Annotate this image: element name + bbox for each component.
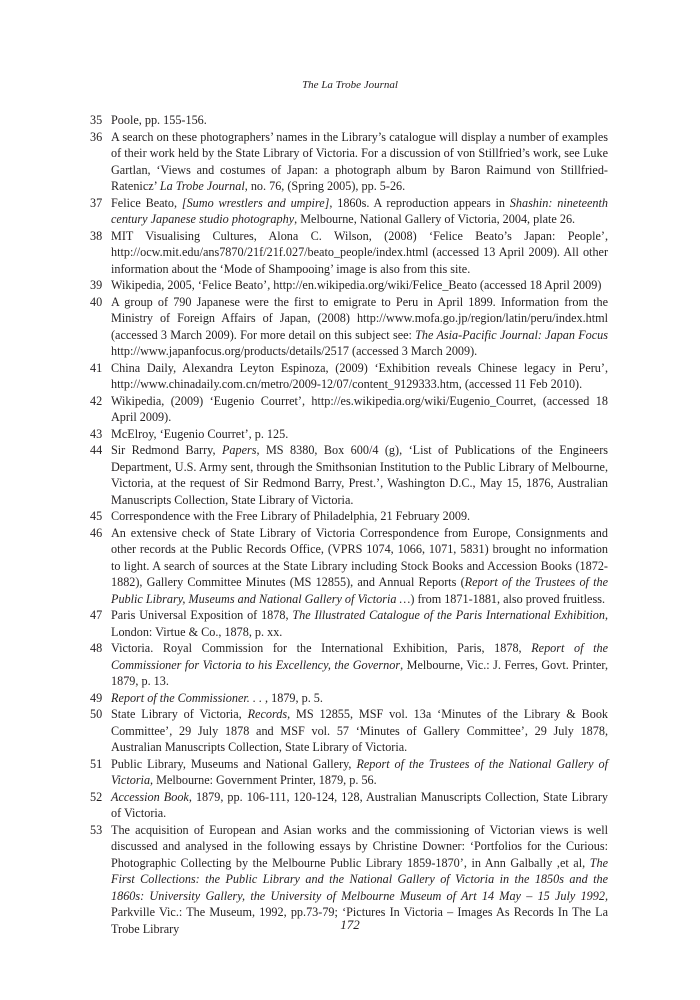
endnote-segment: The acquisition of European and Asian works and the commissioning of Victorian views is well discussed and analysed in the following essays by Christine Downer: ‘Portfolios for the Curious: Photographic Collecting by the Melbourne Public Library 1859-1870’, in Ann Galbally ,et al, — [111, 822, 608, 870]
endnote-segment: , Melbourne, Vic.: J. Ferres, Govt. Printer, 1879, p. 13. — [111, 657, 608, 688]
endnote-segment: China Daily, Alexandra Leyton Espinoza, (2009) ‘Exhibition reveals Chinese legacy in Peru’, http://www.chinadaily.com.cn/metro/2009-12/07/content_9129333.htm, (accessed 11 Feb 2010). — [111, 360, 608, 391]
endnote-50 — [90, 706, 608, 756]
endnote-segment: ) from 1871-1881, also proved fruitless. — [410, 591, 606, 606]
endnote-segment: Wikipedia, 2005, ‘Felice Beato’, http://en.wikipedia.org/wiki/Felice_Beato (accessed 18 April 2009) — [111, 278, 602, 292]
endnote-47 — [90, 607, 608, 640]
endnote-text — [111, 442, 608, 508]
endnote-segment: Paris Universal Exposition of 1878, — [111, 608, 293, 622]
endnote-text — [111, 508, 608, 525]
endnote-37 — [90, 195, 608, 228]
endnote-46 — [90, 525, 608, 608]
endnote-segment: http://www.japanfocus.org/products/details/2517 (accessed 3 March 2009). — [111, 344, 478, 358]
endnote-number: 53 — [90, 822, 103, 837]
endnote-35 — [90, 112, 608, 129]
endnote-text — [111, 360, 608, 393]
endnote-segment: Poole, pp. 155-156. — [111, 113, 207, 127]
endnote-number: 51 — [90, 756, 103, 771]
endnote-text — [111, 426, 608, 443]
endnote-36 — [90, 129, 608, 195]
endnote-text — [111, 129, 608, 195]
endnote-text — [111, 228, 608, 278]
endnote-42 — [90, 393, 608, 426]
endnote-number: 36 — [90, 129, 103, 144]
endnote-number: 39 — [90, 278, 103, 292]
endnote-number: 42 — [90, 393, 103, 408]
endnote-italic-segment: Report of the Commissioner. . . , — [111, 690, 269, 705]
endnote-segment: Parkville Vic.: The Museum, 1992, pp.73-79; ‘Pictures In Victoria – Images As Records In The La Trobe Library — [111, 905, 608, 936]
endnote-italic-segment: Shashin: nineteenth century Japanese studio photography — [111, 195, 608, 226]
endnote-segment: A search on these photographers’ names in the Library’s catalogue will display a number of examples of their work held by the State Library of Victoria. For a discussion of von Stillfried’s work, see Luke Gartlan, ‘Views and costumes of Japan: a photograph album by Baron Raimund von Stillfried-Ratenicz’ — [111, 129, 608, 193]
endnote-italic-segment: Papers — [221, 443, 257, 457]
endnote-number: 48 — [90, 641, 103, 655]
endnote-italic-segment: [Sumo wrestlers and umpire] — [181, 195, 330, 210]
endnote-39 — [90, 277, 608, 294]
endnote-number: 37 — [90, 195, 103, 210]
endnote-segment: A group of 790 Japanese were the first to emigrate to Peru in April 1899. Information from the Ministry of Foreign Affairs of Japan, (2008) http://www.mofa.go.jp/region/latin/peru/index.html (accessed 3 March 2009). For more detail on this subject see: — [111, 294, 608, 342]
endnote-segment: State Library of Victoria, — [111, 707, 248, 721]
endnote-41 — [90, 360, 608, 393]
endnote-italic-segment: Report of the Trustees of the Public Library, Museums and National Gallery of Victoria … — [111, 575, 609, 606]
endnote-segment: Victoria. Royal Commission for the International Exhibition, Paris, 1878, — [111, 641, 532, 655]
endnote-segment: , MS 12855, MSF vol. 13a ‘Minutes of the Library & Book Committee’, 29 July 1878 and MSF vol. 57 ‘Minutes of Gallery Committee’, 29 July 1878, Australian Manuscripts Collection, State Library of Victoria. — [111, 707, 609, 754]
endnote-48 — [90, 640, 608, 690]
endnote-segment: , Melbourne, National Gallery of Victoria, 2004, plate 26. — [294, 212, 576, 226]
endnote-segment: Public Library, Museums and National Gallery, — [111, 756, 357, 771]
endnote-number: 50 — [90, 707, 103, 721]
endnote-segment: Correspondence with the Free Library of Philadelphia, 21 February 2009. — [111, 509, 471, 523]
endnote-italic-segment: La Trobe Journal — [159, 179, 245, 193]
endnote-segment: Wikipedia, (2009) ‘Eugenio Courret’, http://es.wikipedia.org/wiki/Eugenio_Courret, (accessed 18 April 2009). — [111, 393, 608, 424]
endnote-segment: , MS 8380, Box 600/4 (g), ‘List of Publications of the Engineers Department, U.S. Army sent, through the Smithsonian Institution to the Public Library of Melbourne, Victoria, at the request of Sir Redmond Barry, Prest.’, Washington D.C., May 15, 1876, Australian Manuscripts Collection, State Library of Victoria. — [111, 443, 608, 507]
endnote-segment: , London: Virtue & Co., 1878, p. xx. — [111, 608, 608, 639]
endnote-number: 35 — [90, 113, 103, 127]
endnote-segment: Felice Beato, — [111, 195, 182, 210]
endnote-text — [111, 294, 608, 360]
endnote-segment: Melbourne: Government Printer, 1879, p. 56. — [153, 773, 377, 787]
endnote-segment: McElroy, ‘Eugenio Courret’, p. 125. — [111, 426, 289, 441]
endnote-43 — [90, 426, 608, 443]
endnote-44 — [90, 442, 608, 508]
endnote-number: 49 — [90, 690, 103, 705]
endnote-51 — [90, 756, 608, 789]
endnote-segment: Sir Redmond Barry, — [111, 443, 222, 457]
running-head: The La Trobe Journal — [302, 79, 398, 91]
endnote-italic-segment: Report of the Commissioner for Victoria to his Excellency, the Governor — [111, 641, 609, 672]
endnote-text — [111, 607, 608, 640]
endnote-49 — [90, 690, 608, 707]
endnote-italic-segment: Records — [247, 707, 288, 721]
endnote-number: 41 — [90, 360, 103, 375]
endnote-italic-segment: Report of the Trustees of the National Gallery of Victoria, — [111, 756, 608, 787]
endnote-segment: 1879, p. 5. — [268, 690, 323, 705]
endnote-number: 40 — [90, 294, 103, 309]
endnote-52 — [90, 789, 608, 822]
endnote-number: 52 — [90, 789, 103, 804]
endnote-text — [111, 393, 608, 426]
endnote-italic-segment: The First Collections: the Public Library and the National Gallery of Victoria in the 1850s and the 1860s: University Gallery, the University of Melbourne Museum of Art 14 May – 15 July 1992, — [111, 855, 608, 903]
endnote-text — [111, 690, 608, 707]
endnote-number: 46 — [90, 525, 103, 540]
endnote-segment: , 1879, pp. 106-111, 120-124, 128, Australian Manuscripts Collection, State Library of Victoria. — [111, 789, 608, 820]
endnote-segment: An extensive check of State Library of Victoria Correspondence from Europe, Consignments and other records at the Public Records Office, (VPRS 1074, 1066, 1071, 5831) brought no information to light. A search of sources at the State Library including Stock Books and Accession Books (1872-1882), Gallery Committee Minutes (MS 12855), and Annual Reports ( — [111, 525, 608, 589]
endnote-number: 38 — [90, 228, 103, 243]
endnote-text — [111, 789, 608, 822]
endnote-text — [111, 112, 608, 129]
page-number: 172 — [340, 917, 360, 932]
endnote-text — [111, 756, 608, 789]
endnote-segment: MIT Visualising Cultures, Alona C. Wilson, (2008) ‘Felice Beato’s Japan: People’, http://ocw.mit.edu/ans7870/21f/21f.027/beato_people/index.html (accessed 13 April 2009). All other information about the ‘Mode of Shampooing’ image is also from this site. — [111, 228, 608, 276]
endnote-number: 43 — [90, 426, 103, 441]
endnote-number: 47 — [90, 608, 103, 622]
endnote-40 — [90, 294, 608, 360]
endnote-number: 44 — [90, 443, 103, 457]
endnote-45 — [90, 508, 608, 525]
endnote-italic-segment: The Asia-Pacific Journal: Japan Focus — [415, 327, 609, 342]
endnote-text — [111, 277, 608, 294]
endnote-segment: , 1860s. A reproduction appears in — [329, 195, 510, 210]
endnote-text — [111, 706, 608, 756]
endnote-text — [111, 640, 608, 690]
endnote-text — [111, 195, 608, 228]
endnote-text — [111, 525, 608, 608]
endnote-italic-segment: The Illustrated Catalogue of the Paris International Exhibition — [292, 608, 605, 622]
endnotes-list — [90, 112, 608, 937]
endnote-italic-segment: Accession Book — [111, 789, 189, 804]
endnote-38 — [90, 228, 608, 278]
endnote-segment: , no. 76, (Spring 2005), pp. 5-26. — [244, 179, 406, 193]
endnote-number: 45 — [90, 509, 103, 523]
